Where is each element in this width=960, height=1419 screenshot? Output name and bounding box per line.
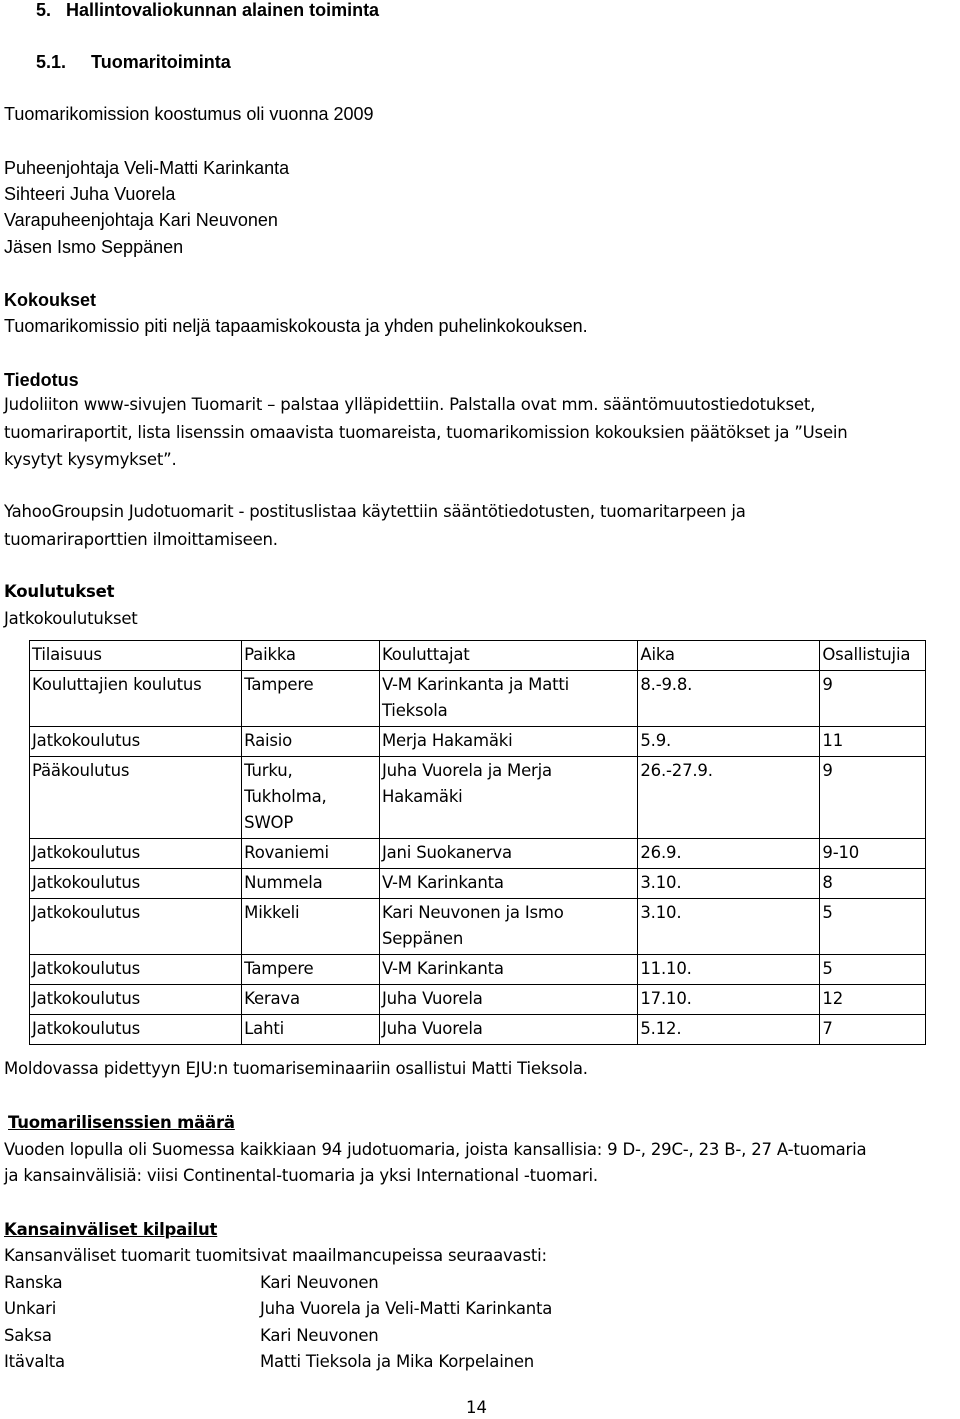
table-cell: 3.10.: [638, 899, 820, 955]
trainings-heading: Koulutukset: [4, 582, 115, 601]
country-name: Unkari: [4, 1299, 57, 1318]
subsection-title: Tuomaritoiminta: [91, 52, 231, 72]
licences-line: Vuoden lopulla oli Suomessa kaikkiaan 94 judotuomaria, joista kansallisia: 9 D-, 29C-, 23 B-, 27 A-tuomaria: [4, 1140, 867, 1159]
section-heading: [36, 0, 379, 21]
country-name: Ranska: [4, 1273, 63, 1292]
committee-intro: Tuomarikomission koostumus oli vuonna 2009: [4, 104, 374, 124]
seminar-text: Moldovassa pidettyyn EJU:n tuomariseminaariin osallistui Matti Tieksola.: [4, 1059, 588, 1078]
info-line: kysytyt kysymykset”.: [4, 450, 177, 469]
info-heading: Tiedotus: [4, 370, 79, 390]
referee-names: Kari Neuvonen: [260, 1326, 379, 1345]
table-cell: 5.12.: [638, 1015, 820, 1045]
table-row: [30, 839, 926, 869]
column-header: Aika: [638, 641, 820, 671]
table-cell: V-M Karinkanta: [379, 869, 637, 899]
table-cell: Raisio: [242, 727, 380, 757]
table-cell: Jatkokoulutus: [30, 727, 242, 757]
referee-names: Kari Neuvonen: [260, 1273, 379, 1292]
column-header: Tilaisuus: [30, 641, 242, 671]
info-line: tuomariraporttien ilmoittamiseen.: [4, 530, 278, 549]
meetings-text: Tuomarikomissio piti neljä tapaamiskokousta ja yhden puhelinkokouksen.: [4, 316, 588, 336]
column-header: Paikka: [242, 641, 380, 671]
table-cell: Jani Suokanerva: [379, 839, 637, 869]
table-cell: V-M Karinkanta: [379, 955, 637, 985]
table-cell: 5.9.: [638, 727, 820, 757]
table-header-row: [30, 641, 926, 671]
international-intro: Kansanväliset tuomarit tuomitsivat maailmancupeissa seuraavasti:: [4, 1246, 547, 1265]
country-name: Saksa: [4, 1326, 52, 1345]
table-cell: 7: [820, 1015, 926, 1045]
table-row: [30, 757, 926, 839]
table-cell: Kouluttajien koulutus: [30, 671, 242, 727]
table-cell: 11: [820, 727, 926, 757]
trainings-table: [29, 640, 926, 1045]
table-cell: Merja Hakamäki: [379, 727, 637, 757]
table-row: [30, 955, 926, 985]
table-cell: 8: [820, 869, 926, 899]
table-row: [30, 899, 926, 955]
info-line: Judoliiton www-sivujen Tuomarit – palstaa ylläpidettiin. Palstalla ovat mm. sääntömuutostiedotukset,: [4, 395, 816, 414]
table-cell: Juha Vuorela: [379, 1015, 637, 1045]
table-cell: Mikkeli: [242, 899, 380, 955]
table-cell: Tampere: [242, 955, 380, 985]
table-cell: Tampere: [242, 671, 380, 727]
table-cell: Kerava: [242, 985, 380, 1015]
committee-member: Jäsen Ismo Seppänen: [4, 237, 184, 257]
table-cell: Jatkokoulutus: [30, 1015, 242, 1045]
table-cell: Jatkokoulutus: [30, 839, 242, 869]
table-row: [30, 671, 926, 727]
table-cell: Jatkokoulutus: [30, 869, 242, 899]
section-number: 5.: [36, 0, 52, 20]
country-name: Itävalta: [4, 1352, 65, 1371]
table-cell: Juha Vuorela: [379, 985, 637, 1015]
licences-heading: Tuomarilisenssien määrä: [8, 1113, 235, 1132]
table-cell: 3.10.: [638, 869, 820, 899]
section-title: Hallintovaliokunnan alainen toiminta: [66, 0, 380, 20]
committee-member: Varapuheenjohtaja Kari Neuvonen: [4, 210, 278, 230]
referee-names: Matti Tieksola ja Mika Korpelainen: [260, 1352, 535, 1371]
referee-names: Juha Vuorela ja Veli-Matti Karinkanta: [260, 1299, 553, 1318]
table-cell: 17.10.: [638, 985, 820, 1015]
table-cell: 5: [820, 899, 926, 955]
info-line: tuomariraportit, lista lisenssin omaavista tuomareista, tuomarikomission kokouksien päätökset ja ”Usein: [4, 423, 848, 442]
table-cell: Jatkokoulutus: [30, 899, 242, 955]
table-cell: V-M Karinkanta ja Matti Tieksola: [379, 671, 637, 727]
table-cell: Nummela: [242, 869, 380, 899]
table-cell: Pääkoulutus: [30, 757, 242, 839]
trainings-subheading: Jatkokoulutukset: [4, 609, 138, 628]
column-header: Osallistujia: [820, 641, 926, 671]
page-number: 14: [466, 1398, 487, 1417]
licences-line: ja kansainvälisiä: viisi Continental-tuomaria ja yksi International -tuomari.: [4, 1166, 598, 1185]
table-cell: Lahti: [242, 1015, 380, 1045]
info-line: YahooGroupsin Judotuomarit - postituslistaa käytettiin sääntötiedotusten, tuomaritarpeen ja: [4, 502, 746, 521]
table-cell: Kari Neuvonen ja Ismo Seppänen: [379, 899, 637, 955]
table-row: [30, 869, 926, 899]
table-cell: Juha Vuorela ja Merja Hakamäki: [379, 757, 637, 839]
committee-member: Puheenjohtaja Veli-Matti Karinkanta: [4, 158, 290, 178]
table-cell: Jatkokoulutus: [30, 955, 242, 985]
table-cell: 12: [820, 985, 926, 1015]
table-row: [30, 1015, 926, 1045]
table-cell: 26.-27.9.: [638, 757, 820, 839]
column-header: Kouluttajat: [379, 641, 637, 671]
table-cell: Turku, Tukholma, SWOP: [242, 757, 380, 839]
table-cell: 8.-9.8.: [638, 671, 820, 727]
table-cell: 9: [820, 757, 926, 839]
subsection-number: 5.1.: [36, 52, 67, 72]
meetings-heading: Kokoukset: [4, 290, 97, 310]
table-cell: 26.9.: [638, 839, 820, 869]
table-cell: Jatkokoulutus: [30, 985, 242, 1015]
table-row: [30, 985, 926, 1015]
international-heading: Kansainväliset kilpailut: [4, 1220, 218, 1239]
table-cell: 11.10.: [638, 955, 820, 985]
table-cell: 9: [820, 671, 926, 727]
table-cell: 9-10: [820, 839, 926, 869]
committee-member: Sihteeri Juha Vuorela: [4, 184, 176, 204]
table-cell: 5: [820, 955, 926, 985]
table-cell: Rovaniemi: [242, 839, 380, 869]
subsection-heading: [36, 52, 231, 73]
table-row: [30, 727, 926, 757]
